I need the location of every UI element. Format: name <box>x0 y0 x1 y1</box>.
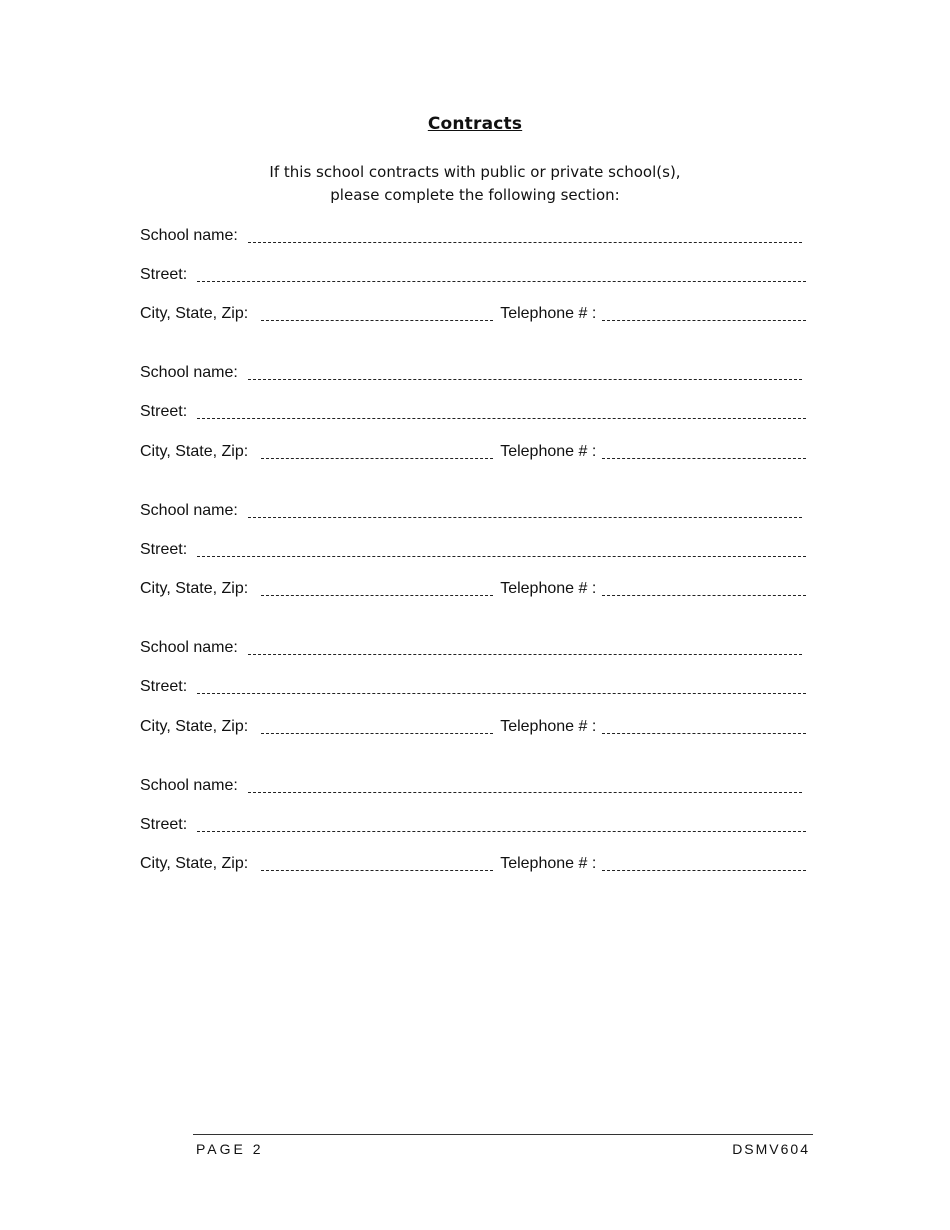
school-name-label: School name: <box>140 227 238 244</box>
city-state-zip-field[interactable] <box>261 595 493 596</box>
instructions-line-1: If this school contracts with public or private school(s), <box>269 163 681 181</box>
telephone-field[interactable] <box>602 870 806 871</box>
street-label: Street: <box>140 403 188 420</box>
school-name-row <box>140 498 806 520</box>
street-row <box>140 399 806 421</box>
city-state-zip-label: City, State, Zip: <box>140 443 249 460</box>
school-name-field[interactable] <box>248 792 802 793</box>
telephone-field[interactable] <box>602 320 806 321</box>
city-state-zip-field[interactable] <box>261 320 493 321</box>
street-field[interactable] <box>197 281 806 282</box>
street-row <box>140 262 806 284</box>
telephone-label: Telephone # : <box>500 718 597 735</box>
school-name-label: School name: <box>140 777 238 794</box>
school-name-field[interactable] <box>248 242 802 243</box>
city-state-zip-label: City, State, Zip: <box>140 580 249 597</box>
street-row <box>140 674 806 696</box>
school-name-row <box>140 360 806 382</box>
street-label: Street: <box>140 678 188 695</box>
city-state-zip-row <box>140 301 806 323</box>
telephone-label: Telephone # : <box>500 580 597 597</box>
school-name-row <box>140 635 806 657</box>
city-state-zip-label: City, State, Zip: <box>140 855 249 872</box>
footer-divider <box>193 1134 813 1135</box>
school-name-label: School name: <box>140 502 238 519</box>
school-name-label: School name: <box>140 364 238 381</box>
instructions-line-2: please complete the following section: <box>330 186 620 204</box>
street-label: Street: <box>140 541 188 558</box>
city-state-zip-row <box>140 851 806 873</box>
street-row <box>140 812 806 834</box>
telephone-field[interactable] <box>602 733 806 734</box>
city-state-zip-label: City, State, Zip: <box>140 305 249 322</box>
instructions <box>0 161 950 207</box>
telephone-field[interactable] <box>602 595 806 596</box>
city-state-zip-field[interactable] <box>261 870 493 871</box>
street-field[interactable] <box>197 418 806 419</box>
school-name-row <box>140 773 806 795</box>
street-label: Street: <box>140 816 188 833</box>
street-label: Street: <box>140 266 188 283</box>
city-state-zip-row <box>140 714 806 736</box>
city-state-zip-label: City, State, Zip: <box>140 718 249 735</box>
street-field[interactable] <box>197 556 806 557</box>
street-field[interactable] <box>197 831 806 832</box>
page-title: Contracts <box>427 114 523 134</box>
page-number: PAGE 2 <box>196 1141 264 1157</box>
street-row <box>140 537 806 559</box>
telephone-field[interactable] <box>602 458 806 459</box>
school-name-field[interactable] <box>248 517 802 518</box>
street-field[interactable] <box>197 693 806 694</box>
form-id: DSMV604 <box>732 1141 810 1157</box>
city-state-zip-row <box>140 439 806 461</box>
city-state-zip-field[interactable] <box>261 458 493 459</box>
school-name-field[interactable] <box>248 654 802 655</box>
city-state-zip-row <box>140 576 806 598</box>
school-name-row <box>140 223 806 245</box>
school-name-field[interactable] <box>248 379 802 380</box>
telephone-label: Telephone # : <box>500 855 597 872</box>
telephone-label: Telephone # : <box>500 443 597 460</box>
telephone-label: Telephone # : <box>500 305 597 322</box>
city-state-zip-field[interactable] <box>261 733 493 734</box>
school-name-label: School name: <box>140 639 238 656</box>
